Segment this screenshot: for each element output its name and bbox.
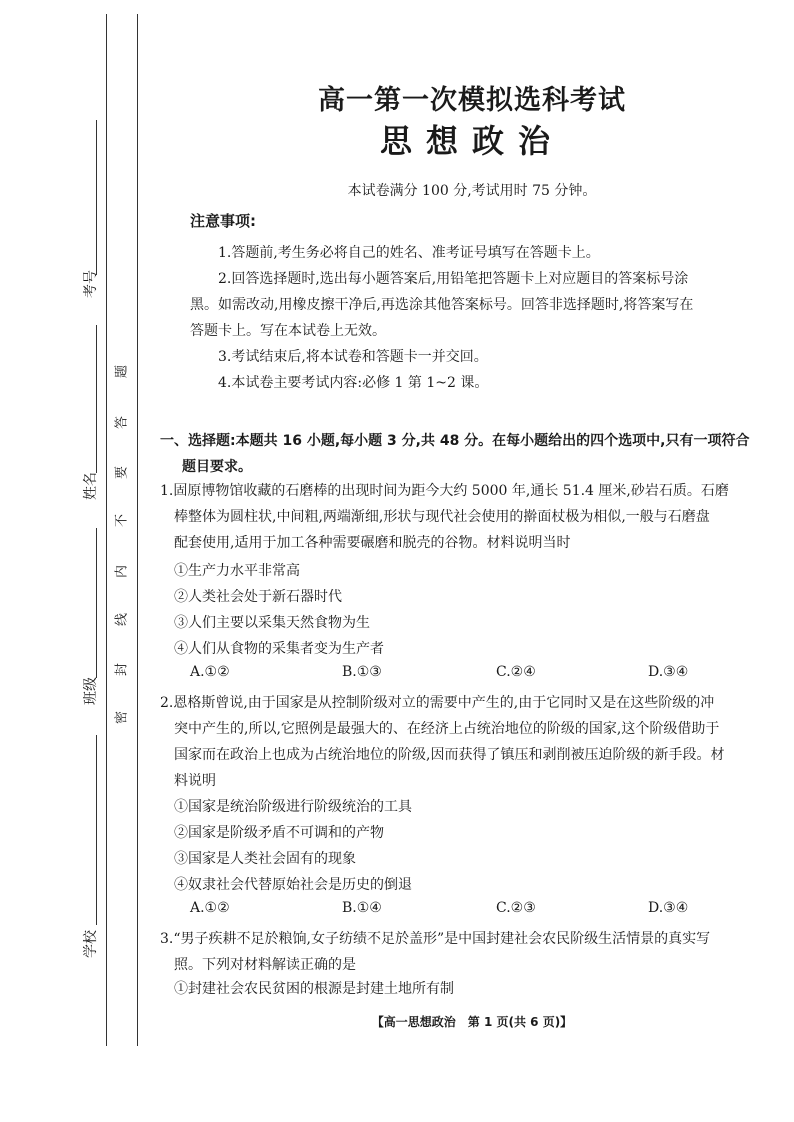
section-heading [160,428,785,480]
exam-subtitle: 本试卷满分 100 分,考试用时 75 分钟。 [347,183,597,199]
subject-title: 思想政治 [379,122,564,160]
question-stem-line: 国家而在政治上也成为占统治地位的阶级,因而获得了镇压和剥削被压迫阶级的新手段。材 [174,747,725,763]
notice-line: 黑。如需改动,用橡皮擦干净后,再选涂其他答案标号。回答非选择题时,将答案写在 [190,297,694,313]
seal-char: 要 [114,466,130,480]
question-stem-line: 1.固原博物馆收藏的石磨棒的出现时间为距今大约 5000 年,通长 51.4 厘米,砂岩石质。石磨 [160,483,729,499]
choice-b[interactable]: B.①③ [342,664,382,680]
seal-char: 密 [114,711,130,725]
statement-item: ①封建社会农民贫困的根源是封建土地所有制 [174,981,454,997]
binding-line-outer [106,14,107,1046]
question-stem-line: 2.恩格斯曾说,由于国家是从控制阶级对立的需要中产生的,由于它同时又是在这些阶级的冲 [160,695,715,711]
question-stem-line: 配套使用,适用于加工各种需要碾磨和脱壳的谷物。材料说明当时 [174,535,571,551]
statement-item: ②国家是阶级矛盾不可调和的产物 [174,825,384,841]
question-1 [160,478,785,556]
seal-char: 答 [114,416,130,430]
question-stem-line: 料说明 [174,773,216,789]
seal-char: 线 [114,613,130,627]
school-label: 学校 [83,930,99,958]
page-footer: 【高一思想政治 第 1 页(共 6 页)】 [371,1015,573,1029]
question-stem-line: 照。下列对材料解读正确的是 [174,957,356,973]
question-stem-line: 突中产生的,所以,它照例是最强大的、在经济上占统治地位的阶级的国家,这个阶级借助于 [174,721,720,737]
choice-c[interactable]: C.②③ [496,900,536,916]
seal-char: 内 [114,565,130,579]
statement-item: ③国家是人类社会固有的现象 [174,851,356,867]
choice-c[interactable]: C.②④ [496,664,536,680]
binding-line-inner [137,14,138,1046]
section-heading-line: 一、选择题:本题共 16 小题,每小题 3 分,共 48 分。在每小题给出的四个选项中,只有一项符合 [160,433,750,449]
choice-a[interactable]: A.①② [190,900,230,916]
exam-number-field[interactable] [96,120,97,275]
class-field[interactable] [96,528,97,678]
notice-line: 2.回答选择题时,选出每小题答案后,用铅笔把答题卡上对应题目的答案标号涂 [218,271,689,287]
statement-item: ①国家是统治阶级进行阶级统治的工具 [174,799,412,815]
name-field[interactable] [96,325,97,473]
seal-char: 不 [114,514,130,528]
statement-item: ③人们主要以采集天然食物为生 [174,615,370,631]
question-2 [160,690,785,794]
seal-char: 封 [114,663,130,677]
question-3 [160,926,785,978]
seal-char: 题 [114,365,130,379]
choice-a[interactable]: A.①② [190,664,230,680]
statement-item: ④人们从食物的采集者变为生产者 [174,641,384,657]
school-field[interactable] [96,735,97,925]
notice-heading: 注意事项: [190,212,256,230]
notice-line: 3.考试结束后,将本试卷和答题卡一并交回。 [218,349,488,365]
choice-d[interactable]: D.③④ [648,664,689,680]
choice-d[interactable]: D.③④ [648,900,689,916]
class-label: 班级 [83,677,99,705]
statement-item: ④奴隶社会代替原始社会是历史的倒退 [174,877,412,893]
choice-b[interactable]: B.①④ [342,900,382,916]
exam-number-label: 考号 [83,270,99,298]
notice-line: 答题卡上。写在本试卷上无效。 [190,323,386,339]
name-label: 姓名 [83,472,99,500]
section-heading-line: 题目要求。 [182,459,252,475]
statement-item: ②人类社会处于新石器时代 [174,589,342,605]
notice-line: 1.答题前,考生务必将自己的姓名、准考证号填写在答题卡上。 [218,245,600,261]
question-stem-line: 3.“男子疾耕不足於粮饷,女子纺绩不足於盖形”是中国封建社会农民阶级生活情景的真实写 [160,931,711,947]
notice-line: 4.本试卷主要考试内容:必修 1 第 1~2 课。 [218,375,489,391]
statement-item: ①生产力水平非常高 [174,563,300,579]
exam-title: 高一第一次模拟选科考试 [318,85,626,116]
question-stem-line: 棒整体为圆柱状,中间粗,两端渐细,形状与现代社会使用的擀面杖极为相似,一般与石磨盘 [174,509,710,525]
